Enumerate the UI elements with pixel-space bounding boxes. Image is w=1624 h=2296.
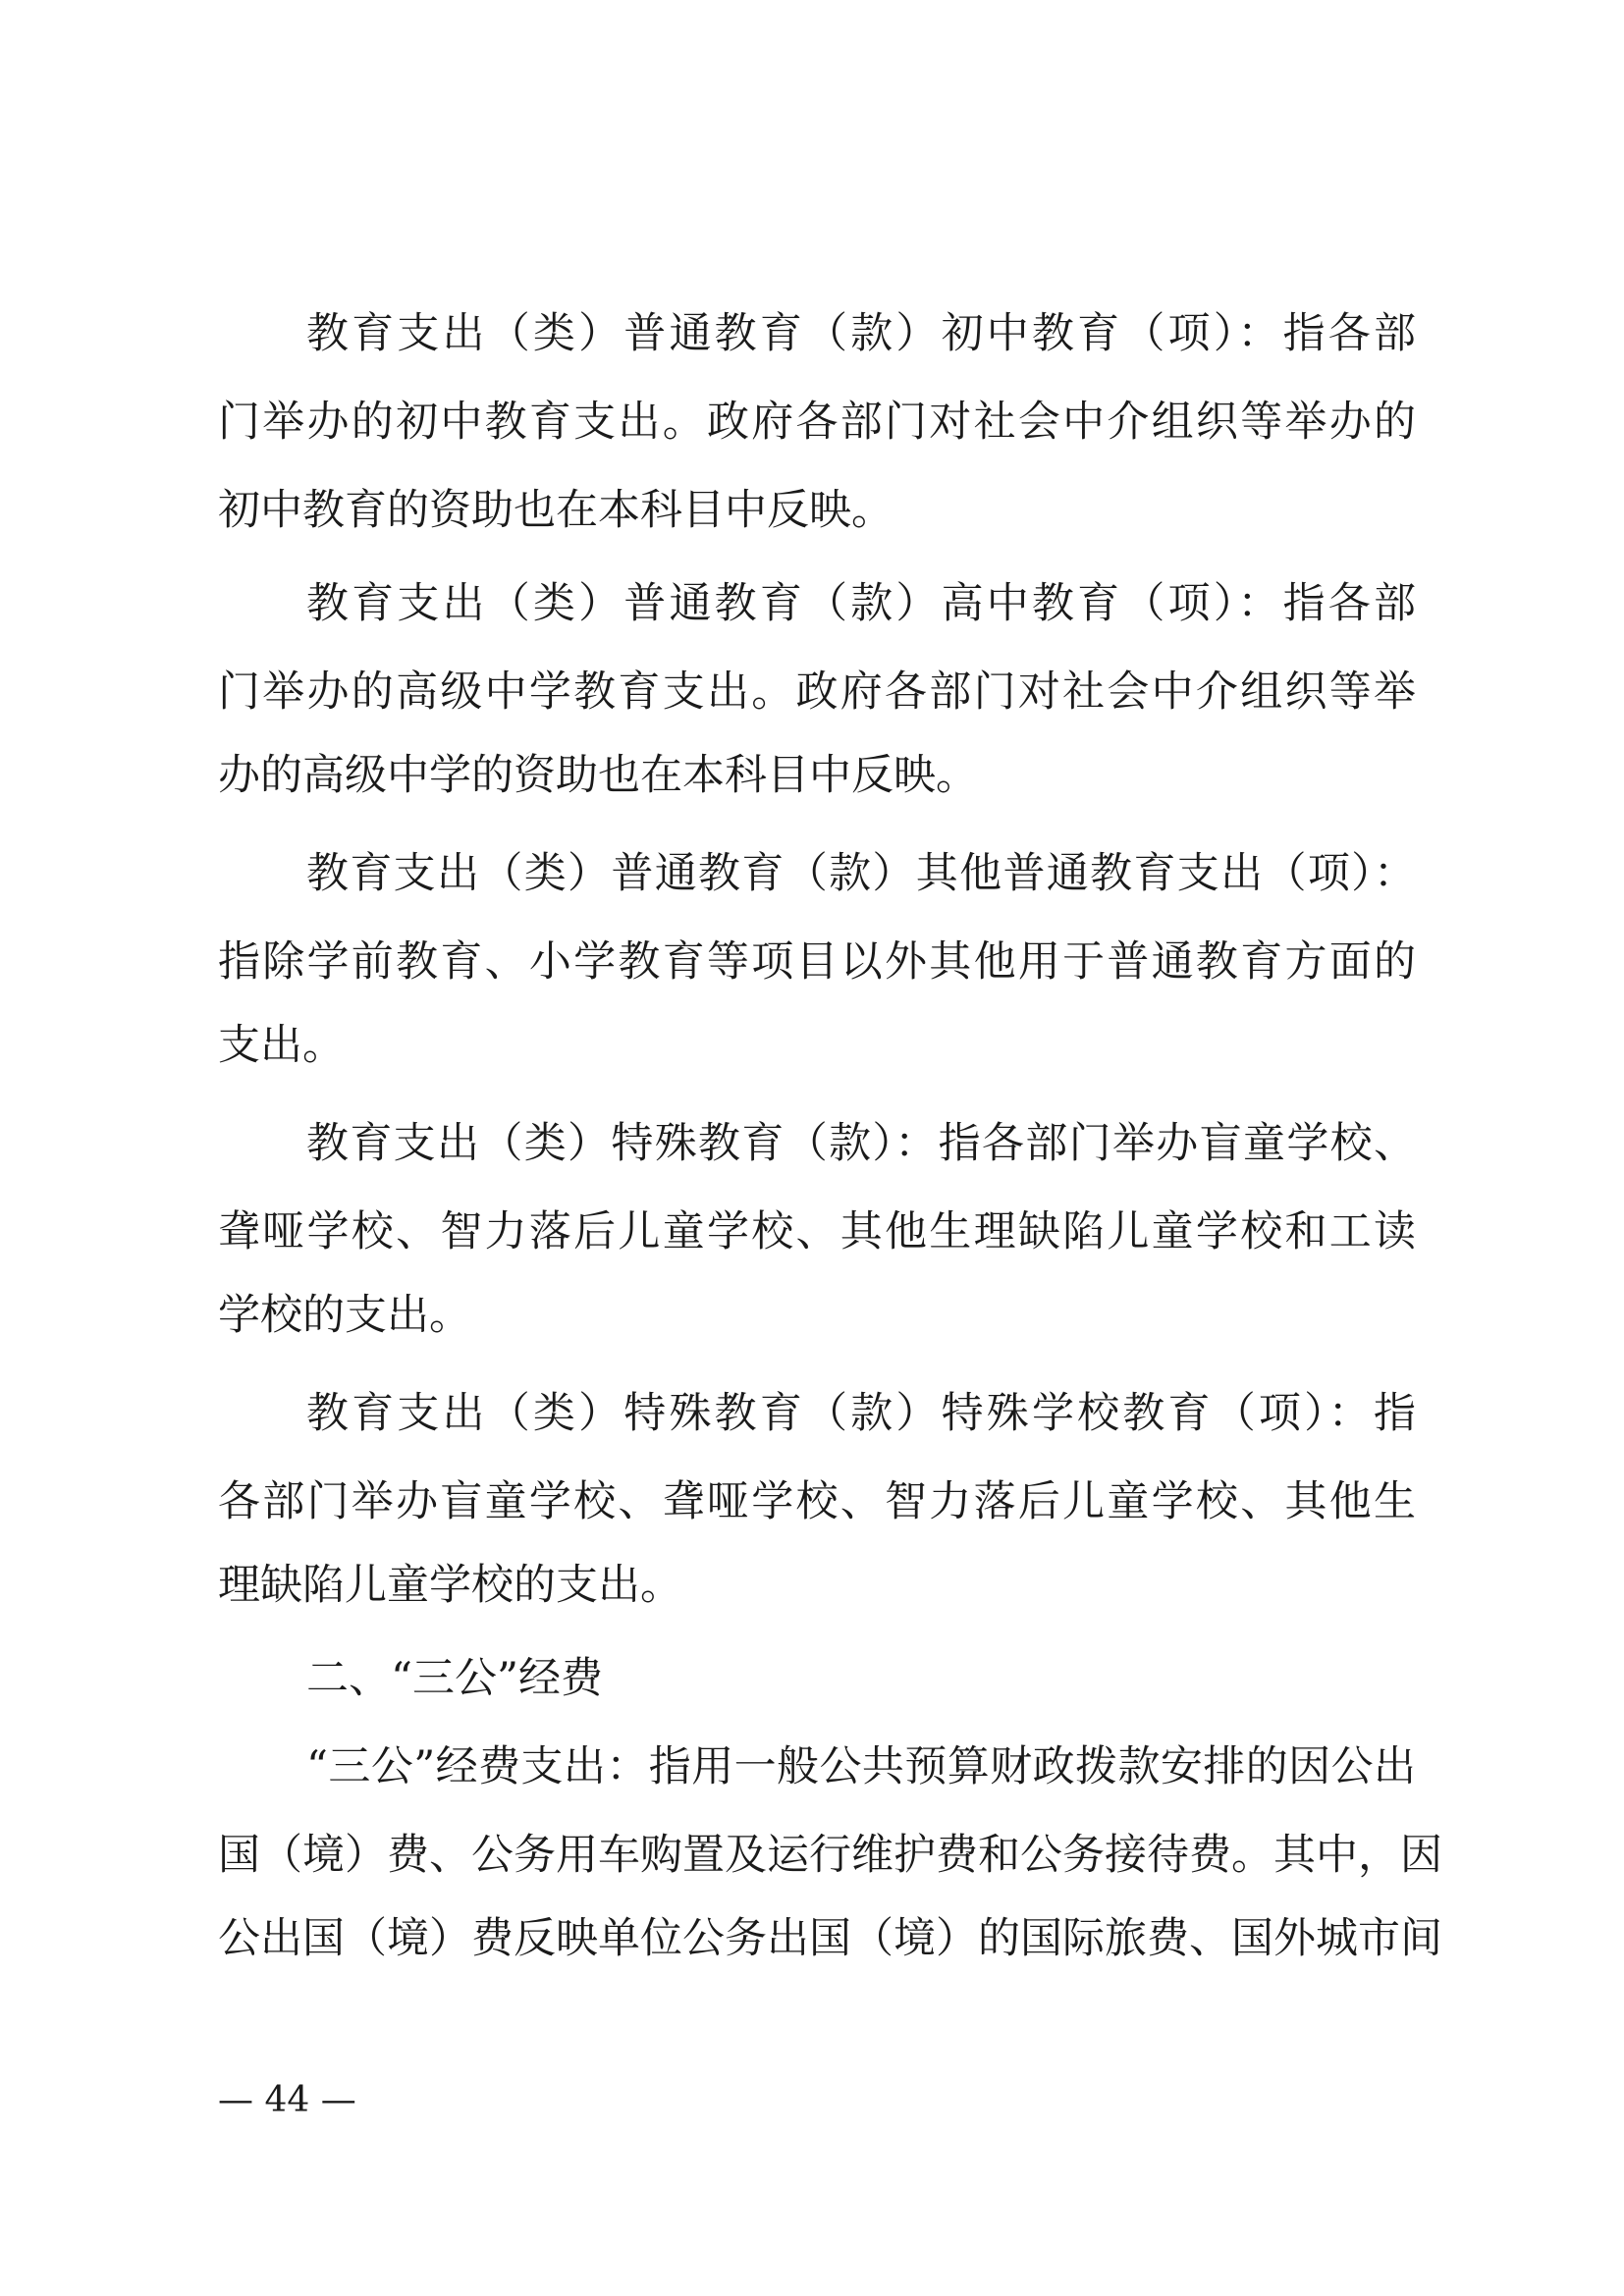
section-heading: 二、“三公”经费 bbox=[306, 1654, 603, 1703]
paragraph-2-line-2: 门举办的高级中学教育支出。政府各部门对社会中介组织等举 bbox=[218, 667, 1416, 717]
paragraph-1-line-1: 教育支出（类）普通教育（款）初中教育（项）：指各部 bbox=[306, 309, 1416, 358]
paragraph-6-line-1: “三公”经费支出：指用一般公共预算财政拨款安排的因公出 bbox=[306, 1742, 1416, 1791]
paragraph-1-line-3: 初中教育的资助也在本科目中反映。 bbox=[218, 486, 893, 535]
paragraph-2-line-1: 教育支出（类）普通教育（款）高中教育（项）：指各部 bbox=[306, 579, 1416, 628]
paragraph-6-line-3: 公出国（境）费反映单位公务出国（境）的国际旅费、国外城市间 bbox=[218, 1914, 1442, 1963]
paragraph-3-line-3: 支出。 bbox=[218, 1021, 345, 1070]
paragraph-4-line-1: 教育支出（类）特殊教育（款）：指各部门举办盲童学校、 bbox=[306, 1119, 1416, 1168]
paragraph-1-line-2: 门举办的初中教育支出。政府各部门对社会中介组织等举办的 bbox=[218, 398, 1416, 447]
paragraph-2-line-3: 办的高级中学的资助也在本科目中反映。 bbox=[218, 751, 978, 800]
paragraph-6-line-2: 国（境）费、公务用车购置及运行维护费和公务接待费。其中，因 bbox=[218, 1831, 1442, 1880]
paragraph-3-line-2: 指除学前教育、小学教育等项目以外其他用于普通教育方面的 bbox=[218, 937, 1416, 987]
page-number: — 44 — bbox=[218, 2080, 356, 2120]
paragraph-4-line-2: 聋哑学校、智力落后儿童学校、其他生理缺陷儿童学校和工读 bbox=[218, 1207, 1416, 1256]
paragraph-5-line-3: 理缺陷儿童学校的支出。 bbox=[218, 1561, 682, 1610]
paragraph-4-line-3: 学校的支出。 bbox=[218, 1291, 471, 1340]
paragraph-3-line-1: 教育支出（类）普通教育（款）其他普通教育支出（项）： bbox=[306, 849, 1416, 898]
paragraph-5-line-2: 各部门举办盲童学校、聋哑学校、智力落后儿童学校、其他生 bbox=[218, 1477, 1416, 1526]
paragraph-5-line-1: 教育支出（类）特殊教育（款）特殊学校教育（项）：指 bbox=[306, 1389, 1416, 1438]
